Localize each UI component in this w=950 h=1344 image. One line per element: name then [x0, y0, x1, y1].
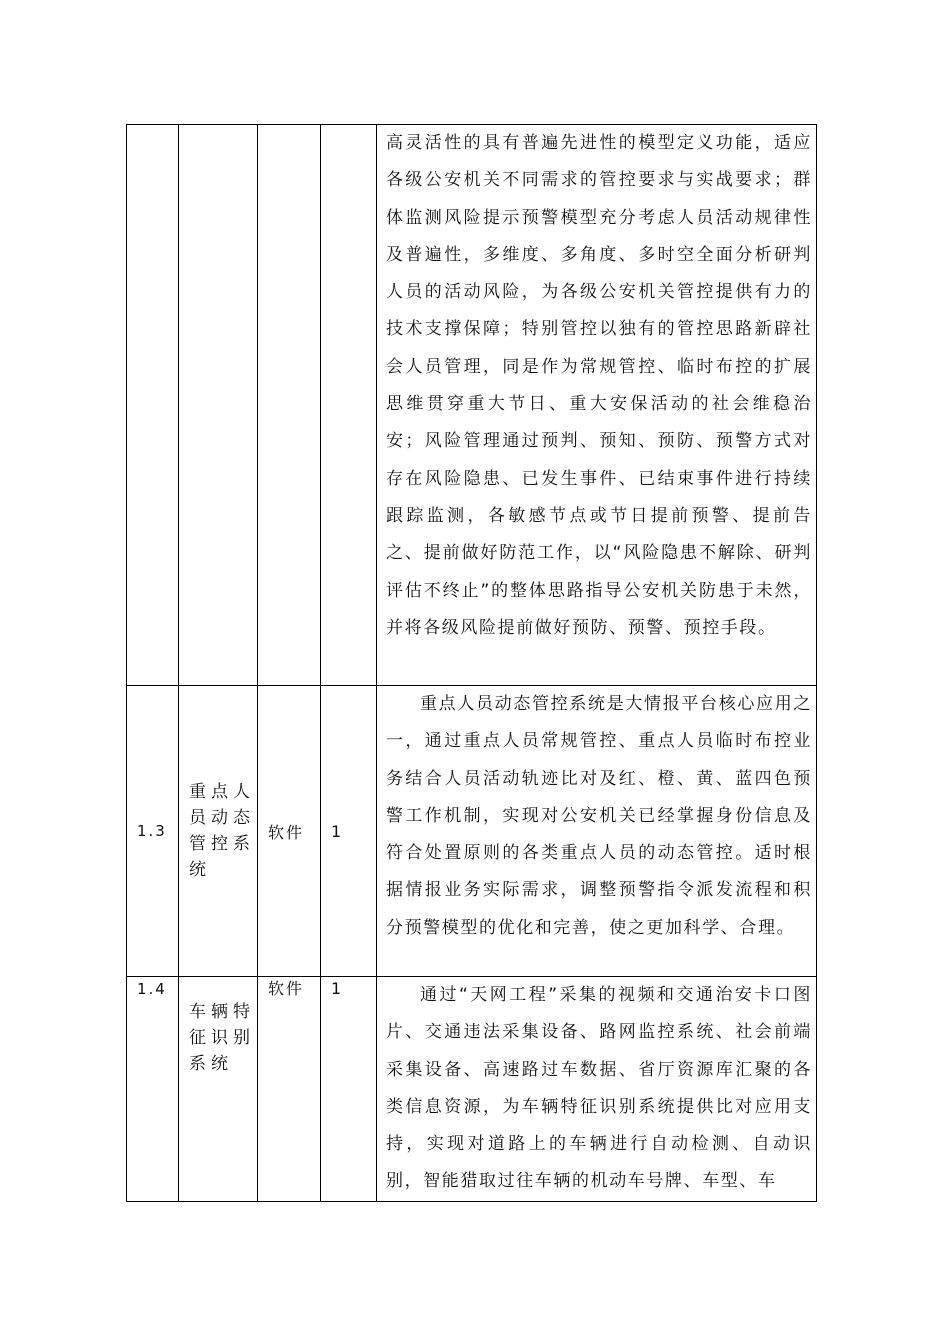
item-number-cell: [127, 125, 179, 686]
item-description: 通过“天网工程”采集的视频和交通治安卡口图片、交通违法采集设备、路网监控系统、社会前端采集设备、高速路过车数据、省厅资源库汇聚的各类信息资源，为车辆特征识别系统提供比对应用支持，实现对道路上的车辆进行自动检测、自动识别，智能猎取过往车辆的机动车号牌、车型、车: [386, 985, 812, 1192]
item-quantity-cell: [321, 125, 377, 686]
table-row: [127, 125, 817, 686]
item-description-cell: [377, 125, 817, 686]
item-name-cell: [179, 686, 258, 977]
item-description: 重点人员动态管控系统是大情报平台核心应用之一，通过重点人员常规管控、重点人员临时布控业务结合人员活动轨迹比对及红、橙、黄、蓝四色预警工作机制，实现对公安机关已经掌握身份信息及符合处置原则的各类重点人员的动态管控。适时根据情报业务实际需求，调整预警指令派发流程和积分预警模型的优化和完善，使之更加科学、合理。: [386, 694, 812, 938]
item-quantity: 1: [331, 821, 342, 841]
item-name-cell: [179, 125, 258, 686]
item-description-cell: [377, 686, 817, 977]
item-type: 软件: [268, 979, 305, 998]
equipment-table: [126, 124, 817, 1202]
item-quantity: 1: [331, 979, 342, 998]
item-type: 软件: [268, 822, 305, 842]
item-quantity-cell: [321, 977, 377, 1202]
item-name: 重点人员动态管控系统: [189, 782, 255, 880]
item-name: 车辆特征识别系统: [189, 1002, 255, 1074]
item-type-cell: [258, 686, 321, 977]
item-type-cell: [258, 125, 321, 686]
item-number: 1.3: [137, 822, 167, 840]
item-quantity-cell: [321, 686, 377, 977]
item-number: 1.4: [137, 980, 167, 998]
item-description-cell: [377, 977, 817, 1202]
item-number-cell: [127, 686, 179, 977]
table-row: [127, 977, 817, 1202]
item-name-cell: [179, 977, 258, 1202]
table-row: [127, 686, 817, 977]
item-number-cell: [127, 977, 179, 1202]
item-description: 高灵活性的具有普遍先进性的模型定义功能，适应各级公安机关不同需求的管控要求与实战要求；群体监测风险提示预警模型充分考虑人员活动规律性及普遍性，多维度、多角度、多时空全面分析研判人员的活动风险，为各级公安机关管控提供有力的技术支撑保障；特别管控以独有的管控思路新辟社会人员管理，同是作为常规管控、临时布控的扩展思维贯穿重大节日、重大安保活动的社会维稳治安；风险管理通过预判、预知、预防、预警方式对存在风险隐患、已发生事件、已结束事件进行持续跟踪监测，各敏感节点或节日提前预警、提前告之、提前做好防范工作，以“风险隐患不解除、研判评估不终止”的整体思路指导公安机关防患于未然，并将各级风险提前做好预防、预警、预控手段。: [386, 133, 812, 638]
item-type-cell: [258, 977, 321, 1202]
